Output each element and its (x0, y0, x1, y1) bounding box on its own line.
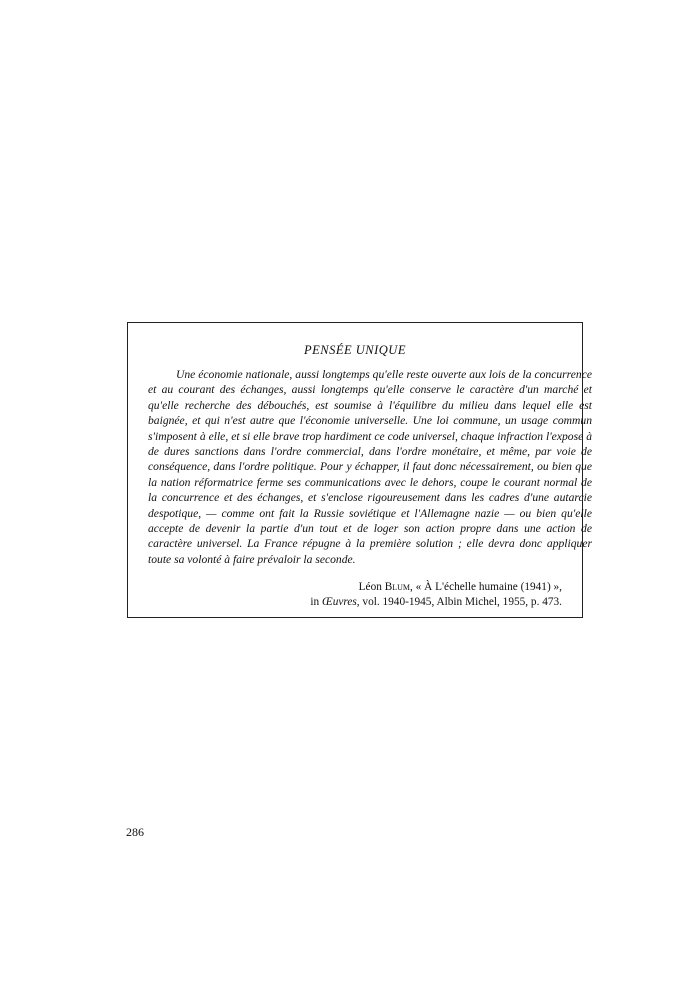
author-last-name: Blum (384, 581, 411, 593)
citation-line-2 (310, 595, 562, 610)
author-first-name: Léon (358, 581, 382, 593)
box-title: PENSÉE UNIQUE (304, 343, 406, 357)
page-number: 286 (126, 825, 144, 839)
citation-work: Œuvres (322, 596, 357, 608)
quotation-paragraph: Une économie nationale, aussi longtemps qu'elle reste ouverte aux lois de la concurrence et au courant des échanges, aussi longtemps qu'elle conserve le caractère d'un marché et qu'elle recherche des débouchés, est soumise à l'équilibre du milieu dans lequel elle est baignée, et qui n'est autre que l'économie universelle. Une loi commune, un usage commun s'imposent à elle, et si elle brave trop hardiment ce code universel, chaque infraction l'expose à de dures sanctions dans l'ordre commercial, dans l'ordre monétaire, et même, par voie de conséquence, dans l'ordre politique. Pour y échapper, il faut donc nécessairement, ou bien que la nation réformatrice ferme ses communications avec le dehors, coupe le courant normal de la concurrence et des échanges, et s'enclose rigoureusement dans les cadres d'une autarcie despotique, — comme ont fait la Russie soviétique et l'Allemagne nazie — ou bien qu'elle accepte de devenir la partie d'un tout et de loger son action propre dans une action de caractère universel. La France répugne à la première solution ; elle devra donc appliquer toute sa volonté à faire prévaloir la seconde. (148, 368, 592, 566)
citation-title: , « À L'échelle humaine (1941) », (410, 581, 562, 593)
citation (310, 580, 562, 610)
citation-details: , vol. 1940-1945, Albin Michel, 1955, p. 473. (356, 596, 562, 608)
citation-line-1 (310, 580, 562, 595)
quotation-box (127, 322, 592, 618)
citation-in: in (310, 596, 320, 608)
